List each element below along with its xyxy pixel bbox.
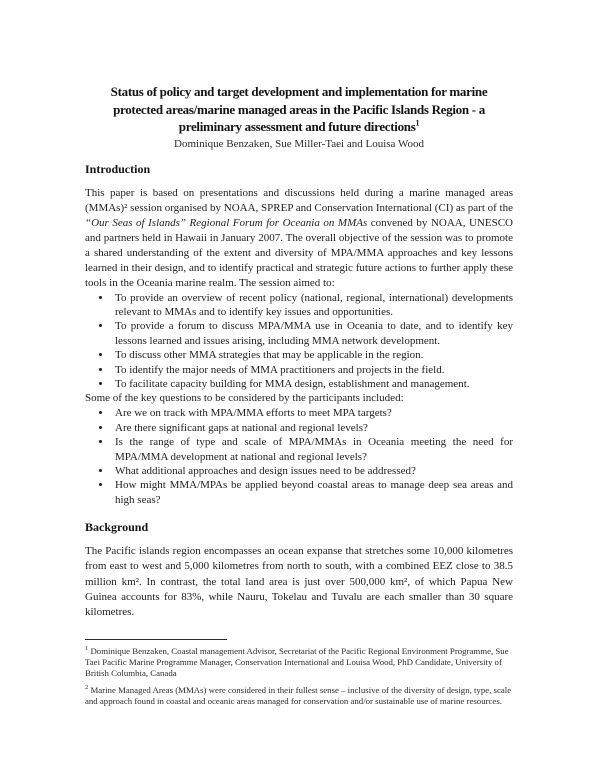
footnote-1-marker: 1 <box>85 645 89 653</box>
title-footnote-marker: 1 <box>415 118 420 128</box>
introduction-paragraph <box>85 186 513 291</box>
footnote-2 <box>85 685 513 707</box>
footnote-1 <box>85 646 513 679</box>
list-item: • To provide a forum to discuss MPA/MMA use in Oceania to date, and to identify key lessons learned and issues arising, including MMA network development. <box>112 319 513 348</box>
section-heading-introduction: Introduction <box>85 161 151 176</box>
authors-line: Dominique Benzaken, Sue Miller-Taei and Louisa Wood <box>174 137 424 150</box>
intro-paragraph-part2: convened by NOAA, UNESCO and partners held in Hawaii in January 2007. The overall objective of the session was to promote a shared understanding of the extent and diversity of MPA/MMA approaches and key lessons learned in their design, and to identify practical and strategic future actions to further apply these tools in the Oceania marine realm. The session aimed to: <box>85 216 513 289</box>
intro-paragraph-part1: This paper is based on presentations and discussions held during a marine managed areas (MMAs)² session organised by NOAA, SPREP and Conservation International (CI) as part of the <box>85 186 513 214</box>
footnote-2-text: Marine Managed Areas (MMAs) were considered in their fullest sense – inclusive of the diversity of design, type, scale and approach found in coastal and oceanic areas managed for conservation and/or sustainable use of marine resources. <box>85 684 512 706</box>
list-item: • To facilitate capacity building for MMA design, establishment and management. <box>112 377 513 391</box>
intro-paragraph-italic-forum-name: “Our Seas of Islands” Regional Forum for Oceania on MMAs <box>85 216 368 229</box>
list-item: • Are there significant gaps at national and regional levels? <box>112 421 513 435</box>
paper-title <box>55 83 543 136</box>
footnote-1-text: Dominique Benzaken, Coastal management Advisor, Secretariat of the Pacific Regional Environment Programme, Sue Taei Pacific Marine Programme Manager, Conservation International and Louisa Wood, PhD Candidate, University of British Columbia, Canada <box>85 646 509 679</box>
list-item: • To provide an overview of recent policy (national, regional, international) developments relevant to MMAs and to identify key issues and opportunities. <box>112 291 513 320</box>
paper-title-line-2: protected areas/marine managed areas in the Pacific Islands Region - a <box>113 101 485 117</box>
footnote-2-marker: 2 <box>85 684 89 691</box>
paper-title-line-1: Status of policy and target development and implementation for marine <box>110 84 488 99</box>
section-heading-background: Background <box>85 520 149 535</box>
list-item: • To identify the major needs of MMA practitioners and projects in the field. <box>112 363 513 377</box>
list-item: • To discuss other MMA strategies that may be applicable in the region. <box>112 348 513 362</box>
list-item: • How might MMA/MPAs be applied beyond coastal areas to manage deep sea areas and high seas? <box>112 478 513 507</box>
key-questions-intro-line: Some of the key questions to be considered by the participants included: <box>85 392 404 405</box>
background-paragraph: The Pacific islands region encompasses an ocean expanse that stretches some 10,000 kilometres from east to west and 5,000 kilometres from north to south, with a combined EEZ close to 38.5 million km². In contrast, the total land area is just over 500,000 km², of which Papua New Guinea accounts for 83%, while Nauru, Tokelau and Tuvalu are each smaller than 30 square kilometres. <box>85 545 513 618</box>
list-item: • Is the range of type and scale of MPA/MMAs in Oceania meeting the need for MPA/MMA development at national and regional levels? <box>112 435 513 464</box>
session-aims-list <box>85 291 513 392</box>
list-item: • What additional approaches and design issues need to be addressed? <box>112 464 513 478</box>
list-item: • Are we on track with MPA/MMA efforts to meet MPA targets? <box>112 406 513 420</box>
paper-title-line-3: preliminary assessment and future directions$^1$ <box>178 118 420 134</box>
key-questions-list <box>85 406 513 507</box>
footnote-separator-rule <box>85 639 227 640</box>
